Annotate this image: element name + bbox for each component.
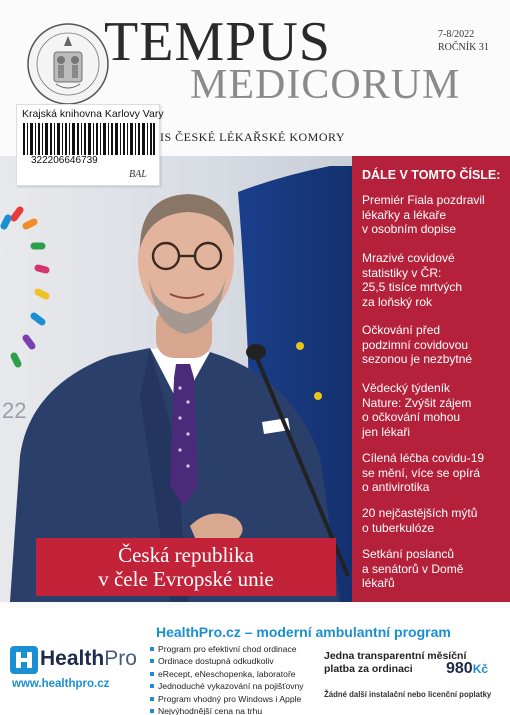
issue-info	[438, 28, 489, 54]
healthpro-logo	[10, 646, 140, 676]
price-text-line: Jedna transparentní měsíční	[324, 650, 467, 662]
teaser-line: 25,5 tisíce mrtvých	[362, 280, 463, 294]
feature-list	[150, 644, 320, 715]
price-amount: 980	[446, 660, 473, 677]
magazine-title-tempus: TEMPUS	[104, 11, 331, 73]
teaser-item	[362, 251, 508, 309]
teaser-line: Setkání poslanců	[362, 547, 455, 561]
barcode-number: 322206646739	[31, 155, 98, 166]
teaser-line: lékařů	[362, 576, 395, 590]
teaser-line: Vědecký týdeník	[362, 381, 451, 395]
volume-number: ROČNÍK 31	[438, 42, 489, 53]
feature-item: Nejvýhodnější cena na trhu	[150, 706, 320, 715]
healthpro-advertisement	[0, 608, 510, 715]
medical-chamber-seal-icon	[26, 22, 110, 106]
handwritten-note: BAL	[129, 169, 147, 180]
teaser-line: o antivirotika	[362, 480, 430, 494]
price-box	[320, 646, 506, 708]
svg-text:22: 22	[2, 398, 27, 423]
magazine-title-medicorum: MEDICORUM	[190, 62, 461, 108]
cover-story-banner	[36, 538, 336, 596]
teaser-item	[362, 193, 508, 237]
logo-wordmark	[40, 648, 137, 669]
feature-item: Jednoduché vykazování na pojišťovny	[150, 681, 320, 693]
cover-story-title-line1: Česká republika	[118, 543, 254, 567]
teaser-line: o tuberkulóze	[362, 520, 435, 535]
teaser-line: Očkování před	[362, 323, 441, 337]
feature-item: eRecept, eNeschopenka, laboratoře	[150, 669, 320, 681]
teaser-line: se mění, více se opírá	[362, 465, 481, 480]
price-note: Žádné další instalační nebo licenční poplatky	[324, 690, 492, 699]
teaser-line: Mrazivé covidové	[362, 251, 455, 265]
library-name: Krajská knihovna Karlovy Vary	[22, 108, 164, 120]
teaser-line: Nature: Zvýšit zájem	[362, 395, 472, 410]
teaser-line: sezonou je nezbytné	[362, 352, 473, 366]
teaser-line: statistiky v ČR:	[362, 265, 442, 280]
teaser-line: o očkování mohou	[362, 410, 461, 424]
ad-website-link[interactable]: www.healthpro.cz	[12, 678, 110, 690]
teaser-line: jen lékaři	[362, 424, 411, 439]
feature-item: Program pro efektivní chod ordinace	[150, 644, 320, 656]
healthpro-h-icon	[10, 646, 38, 674]
teaser-line: Premiér Fiala pozdravil	[362, 193, 485, 207]
teaser-line: Cílená léčba covidu-19	[362, 451, 485, 465]
barcode	[23, 123, 155, 155]
price-value	[446, 660, 488, 678]
teaser-line: v osobním dopise	[362, 222, 457, 236]
in-this-issue-panel	[352, 156, 510, 602]
teaser-line: 20 nejčastějších mýtů	[362, 506, 478, 520]
teaser-item	[362, 323, 508, 367]
teaser-item	[362, 451, 508, 495]
price-currency: Kč	[472, 662, 489, 676]
in-this-issue-heading: DÁLE V TOMTO ČÍSLE:	[362, 168, 501, 182]
teaser-line: lékařky a lékaře	[362, 207, 447, 222]
library-sticker	[16, 104, 164, 186]
logo-word-light: Pro	[104, 647, 137, 670]
feature-item: Program vhodný pro Windows i Apple	[150, 694, 320, 706]
teaser-line: podzimní covidovou	[362, 337, 469, 352]
masthead-subtitle: IS ČESKÉ LÉKAŘSKÉ KOMORY	[160, 130, 346, 144]
teaser-item	[362, 506, 508, 535]
teaser-item	[362, 547, 508, 591]
issue-number: 7-8/2022	[438, 29, 475, 40]
cover-photo	[0, 156, 352, 602]
logo-word-bold: Health	[40, 647, 105, 670]
cover-story-title-line2: v čele Evropské unie	[98, 567, 274, 591]
teaser-item	[362, 381, 508, 439]
feature-item: Ordinace dostupná odkudkoliv	[150, 656, 320, 668]
teaser-line: a senátorů v Domě	[362, 561, 464, 576]
teaser-line: za loňský rok	[362, 294, 433, 309]
price-text-line: platba za ordinaci	[324, 663, 413, 675]
ad-headline: HealthPro.cz – moderní ambulantní program	[156, 624, 451, 640]
